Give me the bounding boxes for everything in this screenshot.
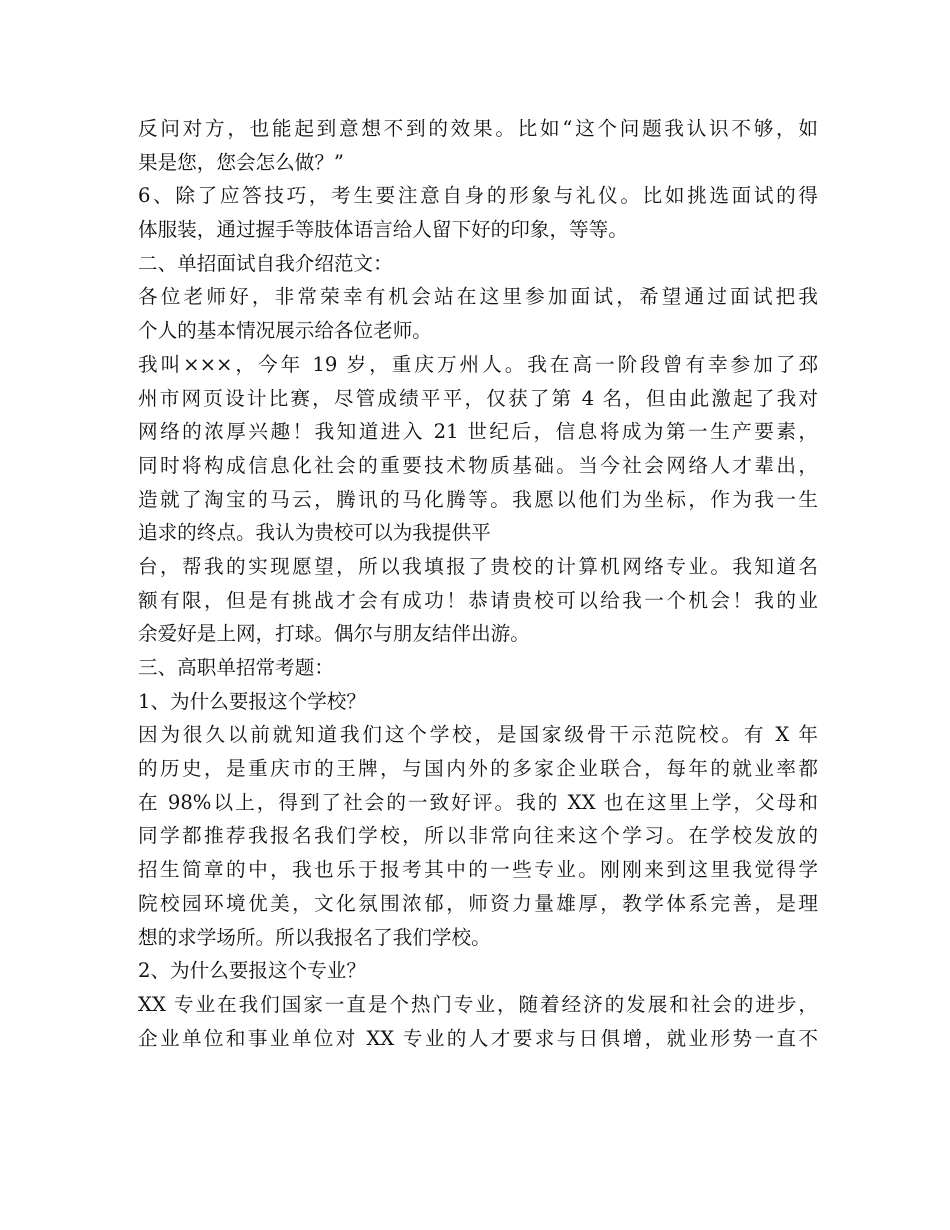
text-line: 同学都推荐我报名我们学校，所以非常向往来这个学习。在学校发放的 xyxy=(138,824,818,848)
text-line: 同时将构成信息化社会的重要技术物质基础。当今社会网络人才辈出， xyxy=(138,453,818,477)
text-line: 网络的浓厚兴趣！我知道进入 21 世纪后，信息将成为第一生产要素， xyxy=(138,420,818,444)
text-line: 额有限，但是有挑战才会有成功！恭请贵校可以给我一个机会！我的业 xyxy=(138,588,818,612)
text-line: 6、除了应答技巧，考生要注意自身的形象与礼仪。比如挑选面试的得 xyxy=(138,184,818,208)
text-line: 想的求学场所。所以我报名了我们学校。 xyxy=(138,925,491,949)
text-line: 企业单位和事业单位对 XX 专业的人才要求与日俱增，就业形势一直不 xyxy=(138,1026,818,1050)
text-line: 三、高职单招常考题： xyxy=(138,656,334,679)
text-line: 各位老师好，非常荣幸有机会站在这里参加面试，希望通过面试把我 xyxy=(138,285,818,309)
text-line: 余爱好是上网，打球。偶尔与朋友结伴出游。 xyxy=(138,622,530,646)
text-line: 台，帮我的实现愿望，所以我填报了贵校的计算机网络专业。我知道名 xyxy=(138,554,818,578)
text-line: 追求的终点。我认为贵校可以为我提供平 xyxy=(138,521,491,545)
text-line: 1、为什么要报这个学校？ xyxy=(138,689,366,713)
text-line: 我叫×××，今年 19 岁，重庆万州人。我在高一阶段曾有幸参加了邳 xyxy=(138,352,818,376)
text-line: 二、单招面试自我介绍范文： xyxy=(138,251,393,275)
body-text xyxy=(138,112,818,1055)
text-line: 反问对方，也能起到意想不到的效果。比如“这个问题我认识不够，如 xyxy=(138,117,818,140)
text-line: 的历史，是重庆市的王牌，与国内外的多家企业联合，每年的就业率都 xyxy=(138,757,818,781)
text-line: 在 98%以上，得到了社会的一致好评。我的 XX 也在这里上学，父母和 xyxy=(138,790,818,814)
text-line: 因为很久以前就知道我们这个学校，是国家级骨干示范院校。有 X 年 xyxy=(138,723,818,747)
text-line: 果是您，您会怎么做？” xyxy=(138,150,344,174)
text-line: 个人的基本情况展示给各位老师。 xyxy=(138,319,432,343)
text-line: 2、为什么要报这个专业？ xyxy=(138,959,366,983)
text-line: XX 专业在我们国家一直是个热门专业，随着经济的发展和社会的进步， xyxy=(138,992,818,1016)
text-line: 体服装，通过握手等肢体语言给人留下好的印象，等等。 xyxy=(138,218,628,242)
text-line: 院校园环境优美，文化氛围浓郁，师资力量雄厚，教学体系完善，是理 xyxy=(138,891,818,915)
text-line: 造就了淘宝的马云，腾讯的马化腾等。我愿以他们为坐标，作为我一生 xyxy=(138,487,818,511)
text-line: 招生简章的中，我也乐于报考其中的一些专业。刚刚来到这里我觉得学 xyxy=(138,858,818,882)
text-line: 州市网页设计比赛，尽管成绩平平，仅获了第 4 名，但由此激起了我对 xyxy=(138,386,818,410)
